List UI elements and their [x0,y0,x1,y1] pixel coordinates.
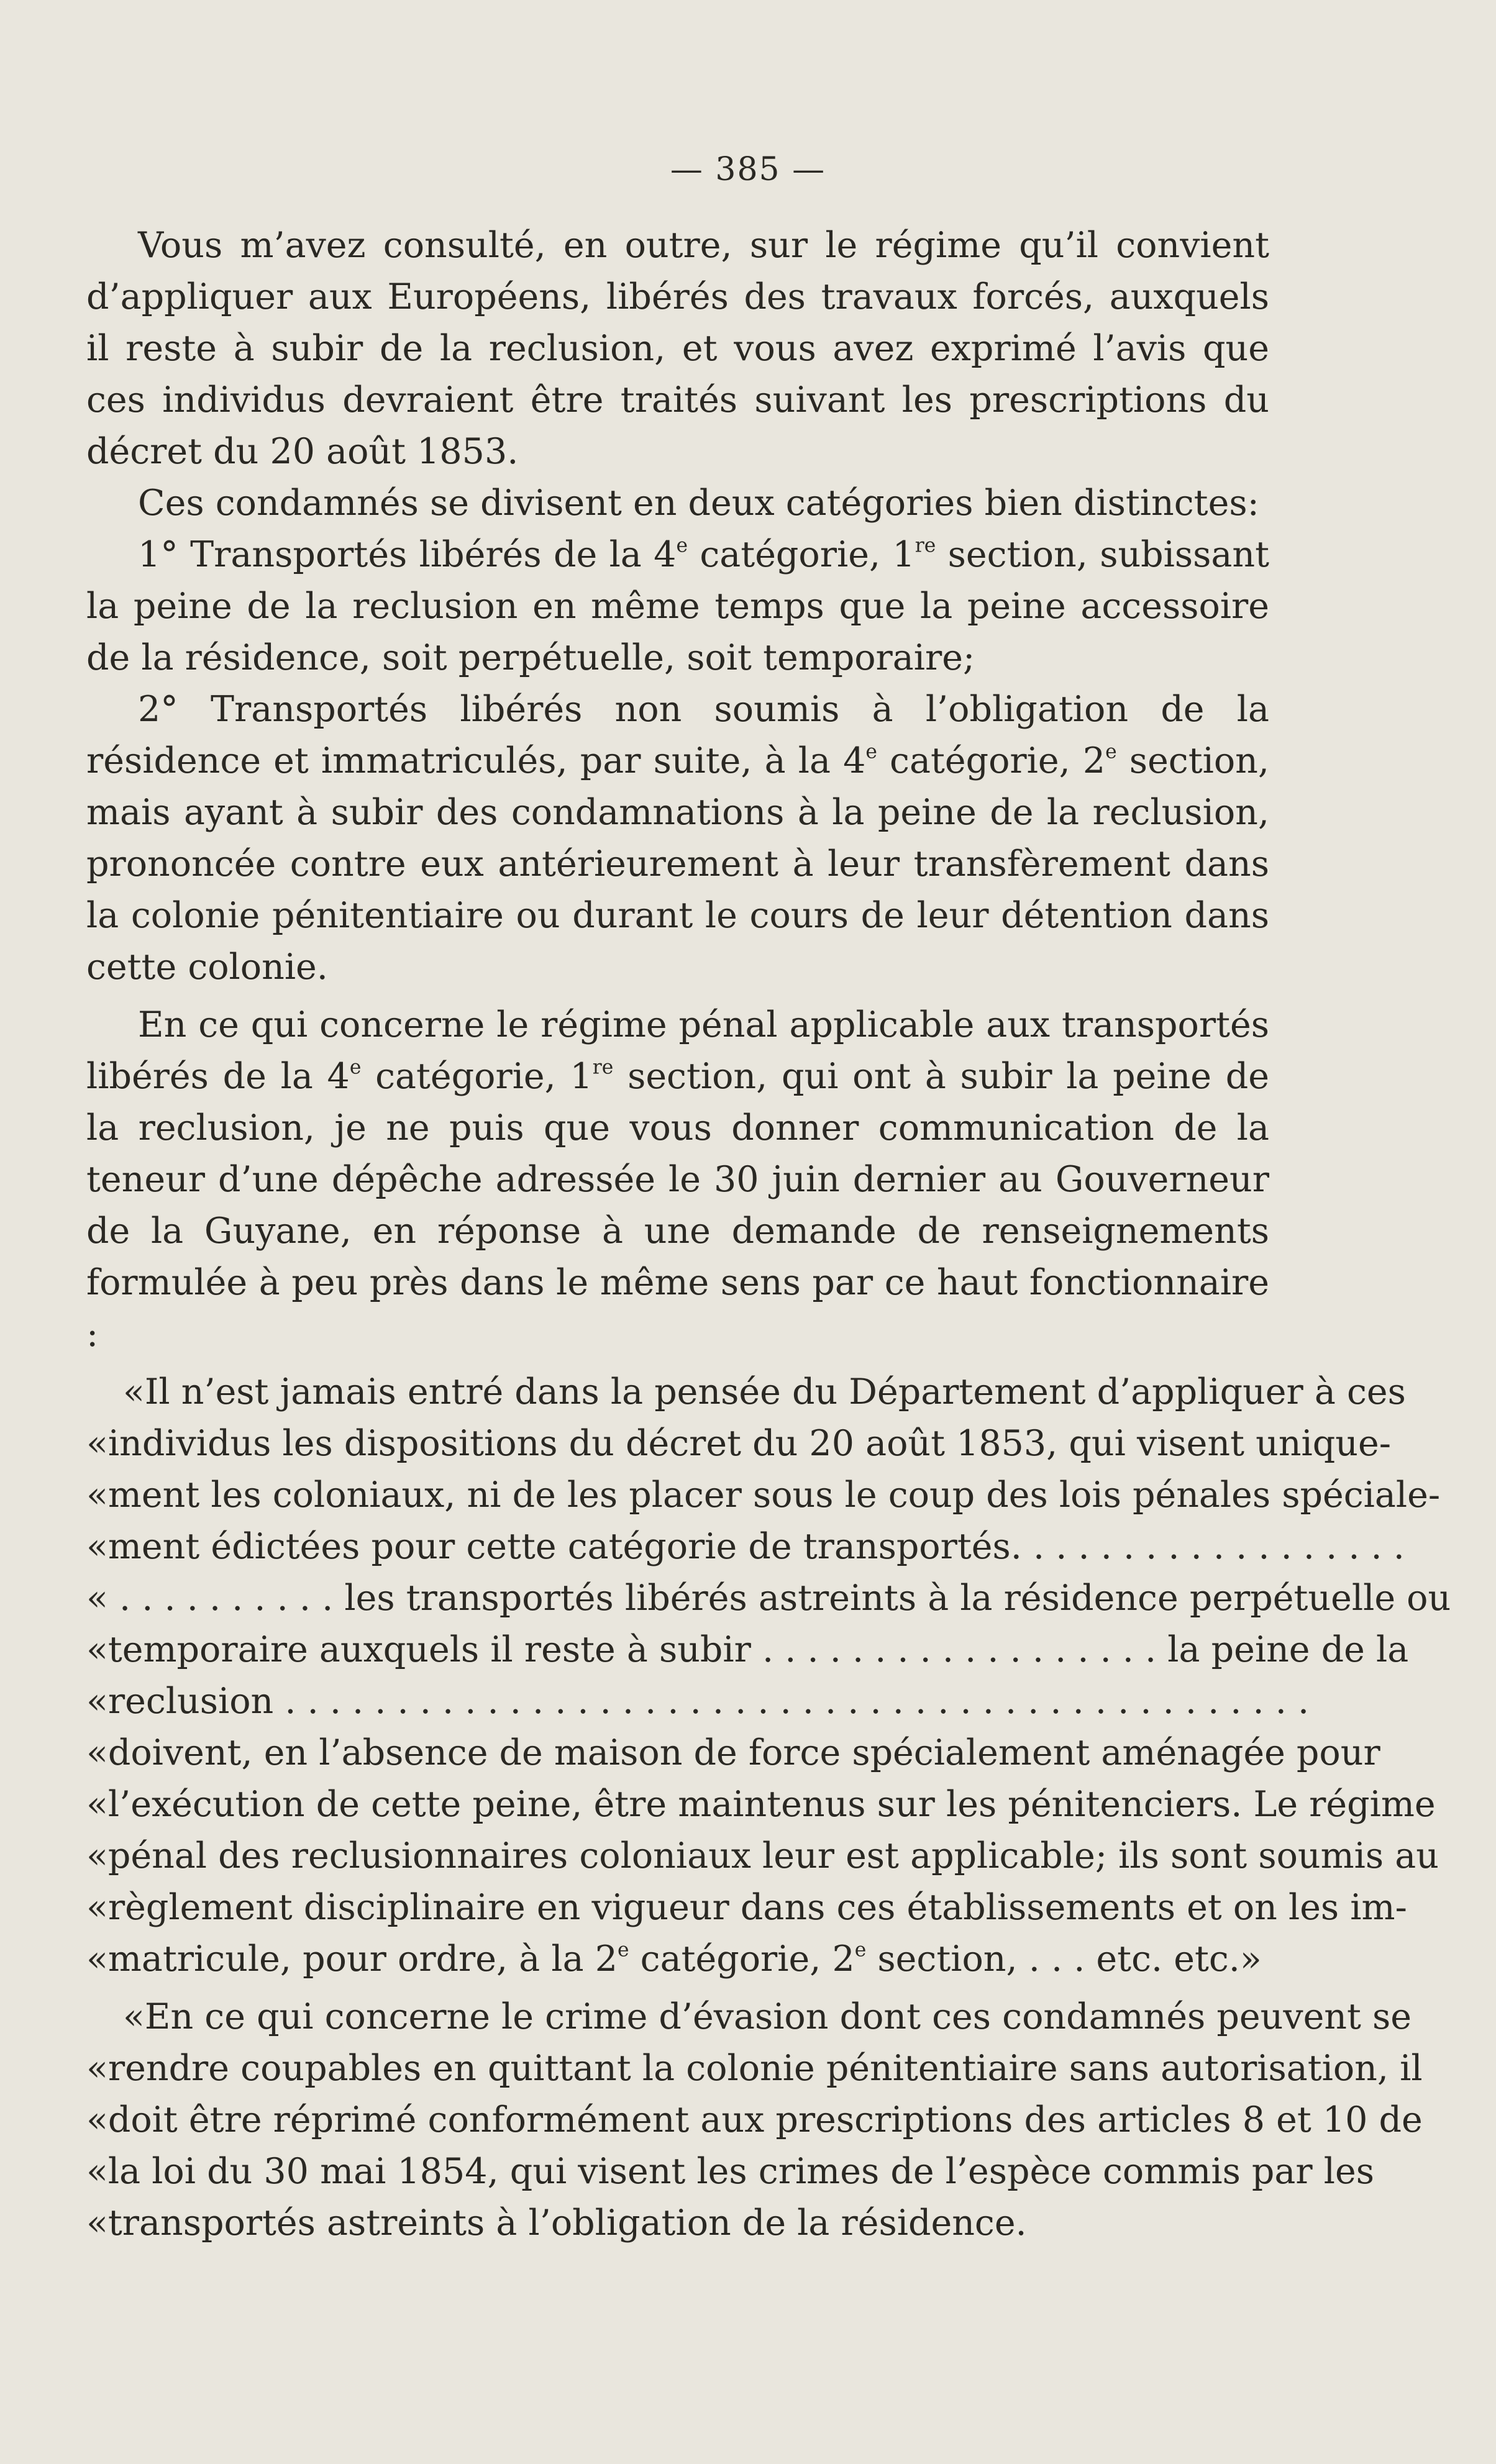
superscript: re [592,1056,614,1079]
quotation-evasion [86,1991,1423,2249]
list-item-first-category [86,529,1269,684]
text-run: section, mais ayant à subir des condamnations à la peine de la reclusion, prononcée contre eux antérieurement à leur transfèrement dans la colonie pénitentiaire ou durant le cours de leur détention dans cette colonie. [86,740,1270,988]
quote-line: «Il n’est jamais entré dans la pensée du Département d’appliquer à ces [123,1371,1406,1412]
quote-line: «ment édictées pour cette catégorie de transportés. . . . . . . . . . . . . . . . . . [86,1526,1405,1567]
quote-line: «rendre coupables en quittant la colonie pénitentiaire sans autorisation, il [86,2048,1423,2089]
paragraph-categories-intro: Ces condamnés se divisent en deux catégories bien distinctes: [138,483,1259,524]
paragraph-penal-regime [86,999,1269,1360]
text-run: 1° Transportés libérés de la 4 [138,534,677,575]
quote-line: «individus les dispositions du décret du 20 août 1853, qui visent unique- [86,1423,1391,1464]
paragraph-consultation: Vous m’avez consulté, en outre, sur le régime qu’il convient d’appliquer aux Européens, libérés des travaux forcés, auxquels il reste à subir de la reclusion, et vous avez exprimé l’avis que ces individus devraient être traités suivant les prescriptions du décret du 20 août 1853. [86,225,1269,472]
superscript: e [349,1056,362,1079]
text-run: catégorie, 2 [629,1939,855,1980]
superscript: e [617,1939,629,1962]
text-run: section, qui ont à subir la peine de la reclusion, je ne puis que vous donner communication de la teneur d’une dépêche adressée le 30 juin dernier au Gouverneur de la Guyane, en réponse à une demande de renseignements formulée à peu près dans le même sens par ce haut fonctionnaire : [86,1056,1269,1355]
list-item-second-category [86,684,1269,993]
quotation-dispatch [86,1366,1451,1985]
quote-line: «l’exécution de cette peine, être maintenus sur les pénitenciers. Le régime [86,1784,1436,1825]
quote-line: «pénal des reclusionnaires coloniaux leur est applicable; ils sont soumis au [86,1835,1439,1876]
superscript: re [914,534,936,557]
text-run: «matricule, pour ordre, à la 2 [86,1939,618,1980]
text-run: section, subissant la peine de la reclusion en même temps que la peine accessoire de la résidence, soit perpétuelle, soit temporaire; [86,534,1269,678]
quote-line: «En ce qui concerne le crime d’évasion dont ces condamnés peuvent se [123,1996,1412,2037]
text-run: catégorie, 2 [877,740,1106,781]
page-number: — 385 — [670,151,826,188]
superscript: e [854,1939,867,1962]
text-run: En ce qui concerne le régime pénal applicable aux transportés libérés de la 4 [86,1004,1269,1097]
quote-line: «règlement disciplinaire en vigueur dans ces établissements et on les im- [86,1887,1407,1928]
quote-line: « . . . . . . . . . . les transportés libérés astreints à la résidence perpétuelle ou [86,1578,1451,1619]
quote-line [86,1934,1269,1985]
quote-line: «doit être réprimé conformément aux prescriptions des articles 8 et 10 de [86,2099,1423,2140]
quote-line: «la loi du 30 mai 1854, qui visent les crimes de l’espèce commis par les [86,2151,1374,2192]
body-text [86,220,1451,2249]
quote-line: «reclusion . . . . . . . . . . . . . . . . . . . . . . . . . . . . . . . . . . . . . . . . . . . . . . [86,1681,1310,1722]
text-run: 2° Transportés libérés non soumis à l’obligation de la résidence et immatriculés, par suite, à la 4 [86,689,1269,781]
text-run: catégorie, 1 [361,1056,593,1097]
text-run: catégorie, 1 [688,534,915,575]
superscript: e [865,740,877,763]
text-run: section, . . . etc. etc.» [866,1939,1262,1980]
superscript: e [676,534,688,557]
quote-line: «ment les coloniaux, ni de les placer sous le coup des lois pénales spéciale- [86,1475,1441,1516]
quote-line: «temporaire auxquels il reste à subir . . . . . . . . . . . . . . . . . . la peine de la [86,1629,1409,1670]
quote-line: «transportés astreints à l’obligation de la résidence. [86,2203,1027,2244]
superscript: e [1105,740,1117,763]
quote-line: «doivent, en l’absence de maison de force spécialement aménagée pour [86,1732,1380,1773]
